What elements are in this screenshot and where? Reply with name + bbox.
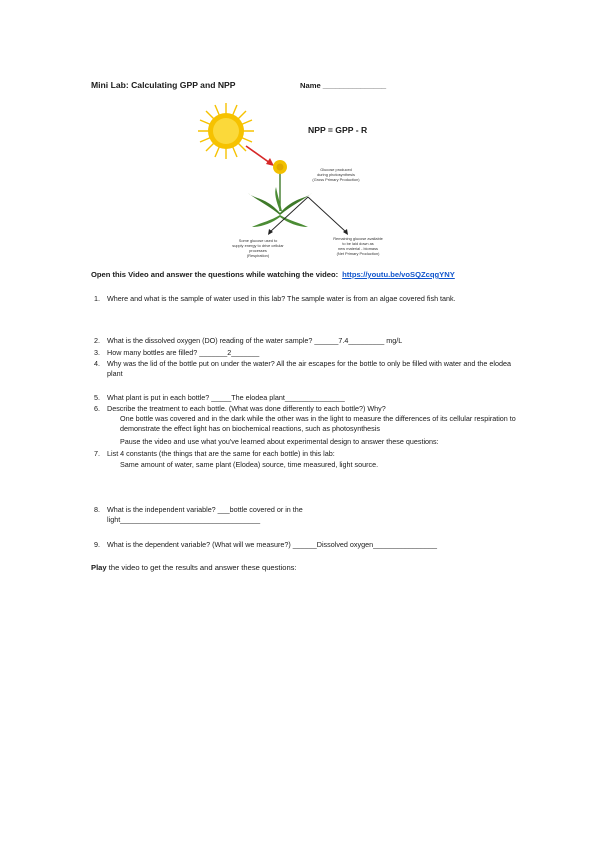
left-label-line-3: processes xyxy=(249,248,267,253)
equation-label: NPP = GPP - R xyxy=(308,125,368,135)
question-6 xyxy=(94,404,525,414)
question-3 xyxy=(94,348,525,358)
question-number: 6. xyxy=(94,404,100,413)
answer-7: Same amount of water, same plant (Elodea) source, time measured, light source. xyxy=(120,460,379,469)
question-number: 2. xyxy=(94,336,100,345)
center-label-line-3: (Gross Primary Production) xyxy=(312,177,360,182)
question-text: Describe the treatment to each bottle. (What was done differently to each bottle?) Why? xyxy=(107,404,386,413)
gpp-npp-diagram xyxy=(196,101,414,265)
question-text: What is the dissolved oxygen (DO) reading of the water sample? ______7.4_________ mg/L xyxy=(107,336,403,345)
left-label-line-1: Some glucose used to xyxy=(238,238,278,243)
page-title: Mini Lab: Calculating GPP and NPP xyxy=(91,80,236,90)
dandelion-plant-icon xyxy=(248,160,312,227)
question-number: 3. xyxy=(94,348,100,357)
question-number: 8. xyxy=(94,505,100,514)
instruction-text: Open this Video and answer the questions while watching the video: xyxy=(91,270,339,279)
question-text: What is the independent variable? ___bottle covered or in the light___________________________________ xyxy=(107,505,303,524)
question-text: What plant is put in each bottle? _____The elodea plant_______________ xyxy=(107,393,345,402)
left-label-line-4: (Respiration) xyxy=(246,253,270,258)
name-field-label: Name _______________ xyxy=(300,81,387,90)
video-link[interactable]: https://youtu.be/voSQZcqgYNY xyxy=(342,270,455,279)
question-9 xyxy=(94,540,525,550)
question-5 xyxy=(94,393,525,403)
sun-icon xyxy=(198,103,254,159)
question-number: 7. xyxy=(94,449,100,458)
question-text: How many bottles are filled? _______2_______ xyxy=(107,348,260,357)
question-number: 4. xyxy=(94,359,100,368)
center-label-line-1: Glucose produced xyxy=(320,167,352,172)
branch-arrows xyxy=(270,197,346,232)
question-8 xyxy=(94,505,357,524)
question-number: 5. xyxy=(94,393,100,402)
play-rest-text: the video to get the results and answer these questions: xyxy=(106,563,297,572)
question-4 xyxy=(94,359,525,378)
play-bold-word: Play xyxy=(91,563,107,572)
answer-6: One bottle was covered and in the dark while the other was in the light to measure the differences of its cellular respiration to demonstrate the effect light has on biochemical reactions, such as photosynthesis xyxy=(120,414,516,433)
right-label-line-4: (Net Primary Production) xyxy=(336,251,380,256)
question-1 xyxy=(94,294,525,304)
question-7 xyxy=(94,449,525,459)
question-text: Why was the lid of the bottle put on under the water? All the air escapes for the bottle to only be filled with water and the elodea plant xyxy=(107,359,511,378)
question-text: What is the dependent variable? (What will we measure?) ______Dissolved oxygen________________ xyxy=(107,540,438,549)
question-text: List 4 constants (the things that are the same for each bottle) in this lab: xyxy=(107,449,335,458)
question-number: 9. xyxy=(94,540,100,549)
right-label-line-1: Remaining glucose available xyxy=(333,236,383,241)
question-2 xyxy=(94,336,525,346)
center-label-line-2: during photosynthesis xyxy=(317,172,355,177)
question-text: Where and what is the sample of water used in this lab? The sample water is from an algae covered fish tank. xyxy=(107,294,456,303)
left-label-line-2: supply energy to drive cellular xyxy=(232,243,284,248)
diagram-svg xyxy=(196,101,414,265)
right-label-line-3: new material - biomass xyxy=(337,246,379,251)
right-label-line-2: to be laid down as xyxy=(342,241,374,246)
sunlight-arrow xyxy=(246,146,274,166)
video-instruction xyxy=(91,270,455,279)
play-instruction xyxy=(91,563,297,572)
question-number: 1. xyxy=(94,294,100,303)
pause-instruction: Pause the video and use what you've learned about experimental design to answer these questions: xyxy=(120,437,439,446)
